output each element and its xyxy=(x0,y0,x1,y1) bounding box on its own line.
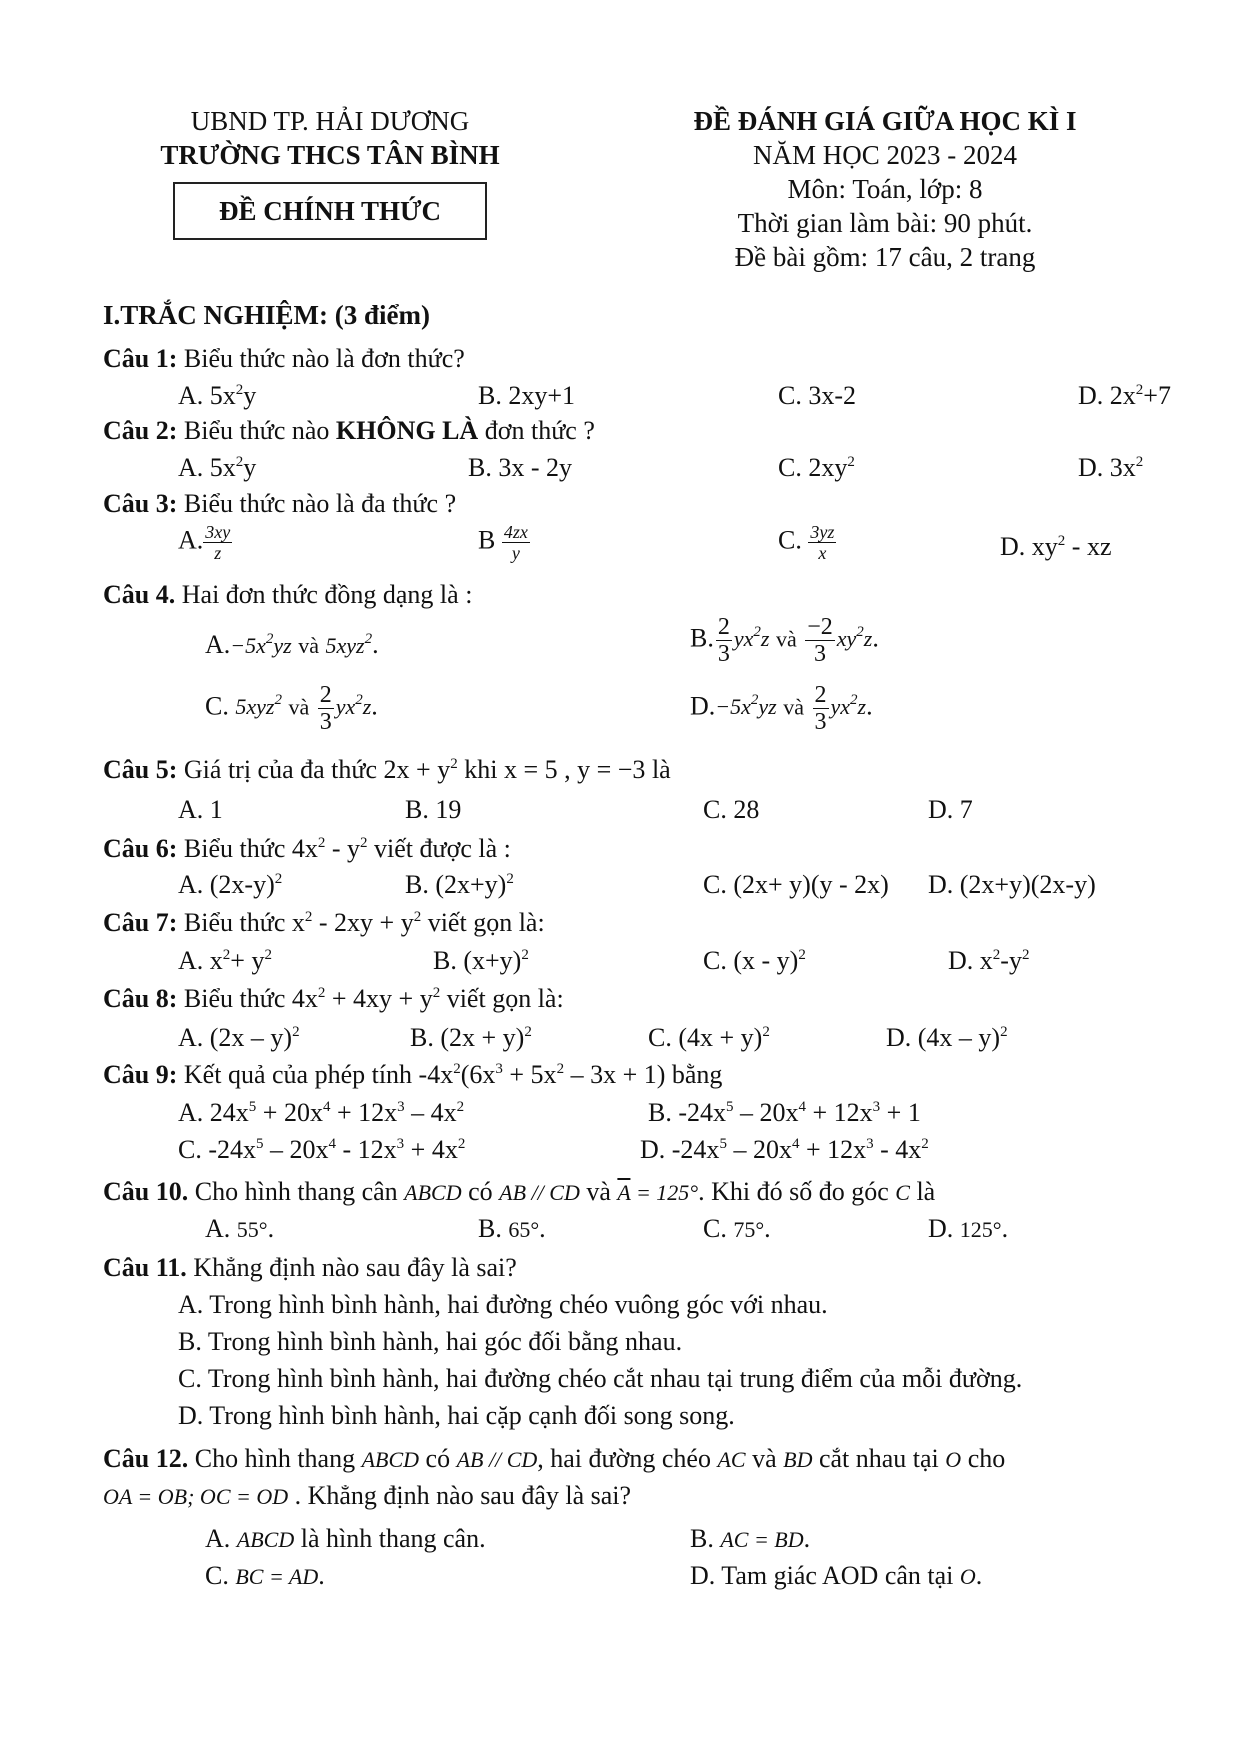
school-year: NĂM HỌC 2023 - 2024 xyxy=(752,140,1017,170)
q1-option-a: A. $5x^2y$ xyxy=(178,381,257,410)
q5-option-d: D. 7 xyxy=(928,795,973,824)
school-header xyxy=(120,104,540,240)
section-title: I.TRẮC NGHIỆM: (3 điểm) xyxy=(103,300,430,330)
q6-option-c: C. (2x+ y)(y - 2x) xyxy=(703,870,889,899)
q12-option-b: B. AC = BD. xyxy=(690,1524,811,1553)
q2-option-d: D. $3x^2$ xyxy=(1078,453,1144,482)
question-5: Câu 5: Giá trị của đa thức $2x + y^2$ khi x = 5 , y = −3 là xyxy=(103,755,671,784)
q11-option-a: A. Trong hình bình hành, hai đường chéo vuông góc với nhau. xyxy=(178,1290,828,1319)
q9-option-a: A. $24x^5 + 20x^4 + 12x^3 - 4x^2$ xyxy=(178,1098,465,1127)
q2-option-a: A. $5x^2y$ xyxy=(178,453,257,482)
q4-option-d: $D.-5x^2yz$ và $\frac{2}{3}$ $yx^2z$. xyxy=(690,682,873,735)
q1-option-d: D. $2x^2+7$ xyxy=(1078,381,1171,410)
q11-option-b: B. Trong hình bình hành, hai góc đối bằng nhau. xyxy=(178,1327,683,1356)
q4-option-a: $A.-5x^2yz$ và 5xyz$^2$. xyxy=(205,630,379,659)
q10-option-a: A. 55°. xyxy=(205,1214,275,1243)
q12-option-d: D. Tam giác AOD cân tại O. xyxy=(690,1561,983,1590)
exam-info: Đề bài gồm: 17 câu, 2 trang xyxy=(734,242,1036,272)
q3-option-a: A. $\frac{3xy}{z}$ xyxy=(178,522,231,563)
q6-option-a: A. $(2x-y)^2$ xyxy=(178,870,283,899)
question-10: Câu 10. Cho hình thang cân ABCD có AB // CD và $\overline{A} = 125^\circ$. Khi đó số đo góc C là xyxy=(103,1177,936,1206)
q7-option-a: A. $x^2+ y^2$ xyxy=(178,946,272,975)
q2-option-b: B. 3x - 2y xyxy=(468,453,572,482)
q5-option-c: C. 28 xyxy=(703,795,760,824)
q10-option-c: C. 75°. xyxy=(703,1214,771,1243)
q4-option-c: C. 5xyz$^2$ và $\frac{2}{3}$ $yx^2z$. xyxy=(205,682,378,735)
q12-option-c: C. BC = AD. xyxy=(205,1561,325,1590)
q9-option-b: B. $-24x^5 - 20x^4 + 12x^3 + 1$ xyxy=(648,1098,921,1127)
exam-title: ĐỀ ĐÁNH GIÁ GIỮA HỌC KÌ I xyxy=(693,106,1077,136)
q10-option-b: B. 65°. xyxy=(478,1214,546,1243)
question-1: Câu 1: Biểu thức nào là đơn thức? xyxy=(103,344,465,373)
q11-option-c: C. Trong hình bình hành, hai đường chéo cắt nhau tại trung điểm của mỗi đường. xyxy=(178,1364,1023,1393)
question-11: Câu 11. Khẳng định nào sau đây là sai? xyxy=(103,1253,517,1282)
q6-option-b: B. $(2x+y)^2$ xyxy=(405,870,514,899)
q10-option-d: D. 125°. xyxy=(928,1214,1009,1243)
q2-option-c: C. $2xy^2$ xyxy=(778,453,855,482)
q3-option-b: B $\frac{4zx}{y}$ xyxy=(478,522,528,563)
question-3: Câu 3: Biểu thức nào là đa thức ? xyxy=(103,489,457,518)
q3-option-d: D. $xy^2$ - xz xyxy=(1000,532,1112,561)
q7-option-c: C. (x - y)$^2$ xyxy=(703,946,806,975)
question-2: Câu 2: Biểu thức nào KHÔNG LÀ đơn thức ? xyxy=(103,416,595,445)
q8-option-b: B. $(2x + y)^2$ xyxy=(410,1023,532,1052)
q8-option-c: C. $(4x + y)^2$ xyxy=(648,1023,770,1052)
question-12: Câu 12. Cho hình thang ABCD có AB // CD, hai đường chéo AC và BD cắt nhau tại O cho xyxy=(103,1444,1006,1473)
subject: Môn: Toán, lớp: 8 xyxy=(787,174,983,204)
q9-option-d: D. $-24x^5 - 20x^4 + 12x^3 - 4x^2$ xyxy=(640,1135,929,1164)
q5-option-b: B. 19 xyxy=(405,795,462,824)
q8-option-a: A. (2x – y)$^2$ xyxy=(178,1023,300,1052)
q7-option-d: D. $x^2-y^2$ xyxy=(948,946,1030,975)
q5-option-a: A. 1 xyxy=(178,795,223,824)
q3-option-c: C. $\frac{3yz}{x}$ xyxy=(778,522,835,563)
exam-header xyxy=(620,104,1150,274)
q4-option-b: B. $\frac{2}{3}$ $yx^2z$ và $\frac{-2}{3}$ $xy^2z$. xyxy=(690,614,879,667)
q7-option-b: B. $(x+y)^2$ xyxy=(433,946,529,975)
q1-option-c: C. 3x-2 xyxy=(778,381,856,410)
q8-option-d: D. (4x – y)$^2$ xyxy=(886,1023,1008,1052)
question-8: Câu 8: Biểu thức $4x^2 + 4xy + y^2$ viết gọn là: xyxy=(103,984,564,1013)
question-4: Câu 4. Hai đơn thức đồng dạng là : xyxy=(103,580,473,609)
q1-option-b: B. 2xy+1 xyxy=(478,381,576,410)
q12-option-a: A. ABCD là hình thang cân. xyxy=(205,1524,486,1553)
district-name: UBND TP. HẢI DƯƠNG xyxy=(190,106,470,136)
question-6: Câu 6: Biểu thức $4x^2 - y^2$ viết được là : xyxy=(103,834,511,863)
q9-option-c: C. $-24x^5 - 20x^4 - 12x^3 + 4x^2$ xyxy=(178,1135,466,1164)
official-exam-box: ĐỀ CHÍNH THỨC xyxy=(173,182,487,240)
question-9: Câu 9: Kết quả của phép tính $-4x^2(6x^3 + 5x^2 - 3x + 1)$ bằng xyxy=(103,1060,723,1089)
school-name: TRƯỜNG THCS TÂN BÌNH xyxy=(160,140,500,170)
q6-option-d: D. (2x+y)(2x-y) xyxy=(928,870,1096,899)
question-7: Câu 7: Biểu thức $x^2 - 2xy + y^2$ viết gọn là: xyxy=(103,908,545,937)
exam-time: Thời gian làm bài: 90 phút. xyxy=(737,208,1033,238)
question-12-line-2: OA = OB; OC = OD . Khẳng định nào sau đây là sai? xyxy=(103,1481,632,1510)
q11-option-d: D. Trong hình bình hành, hai cặp cạnh đối song song. xyxy=(178,1401,735,1430)
